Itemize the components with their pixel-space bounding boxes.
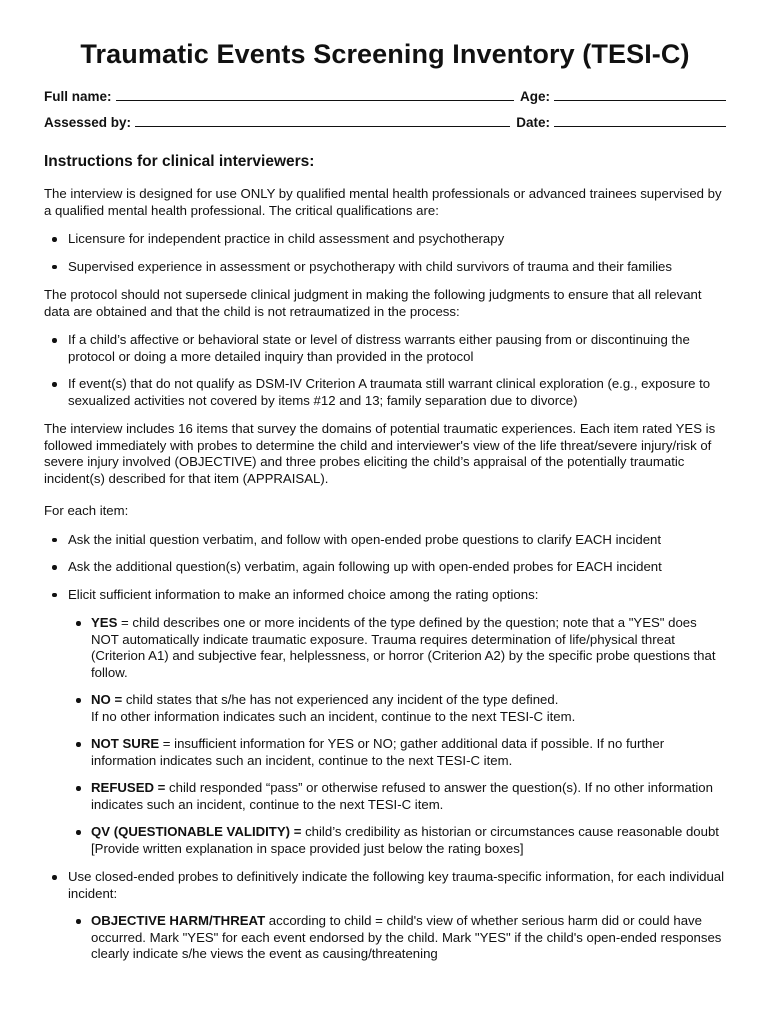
rating-not-sure bbox=[44, 736, 726, 769]
rating-qv bbox=[44, 824, 726, 857]
objective-text: according to child = child's view of whether serious harm did or could have occurred. Mark "YES" for each event endorsed by the child. Mark "YES" if the child's open-ended responses clearly indicate s/he views the event as causing/threatening bbox=[91, 913, 722, 961]
list-item: Use closed-ended probes to definitively indicate the following key trauma-specific information, for each individual incident: bbox=[44, 869, 726, 902]
paragraph-for-each: For each item: bbox=[44, 503, 129, 518]
age-label: Age: bbox=[520, 89, 550, 104]
paragraph-protocol: The protocol should not supersede clinical judgment in making the following judgments to ensure that all relevant data are obtained and that the child is not retraumatized in the process: bbox=[44, 287, 702, 319]
instructions-heading: Instructions for clinical interviewers: bbox=[44, 153, 315, 170]
rating-yes bbox=[44, 615, 726, 681]
judgments-list bbox=[44, 332, 726, 409]
assessed-by-field[interactable] bbox=[135, 114, 510, 127]
rating-text: = child describes one or more incidents of the type defined by the question; note that a "YES" does NOT automatically indicate traumatic exposure. Trauma requires determination of life/physical threat (Criterion A1) and subjective fear, helplessness, or horror (Criterion A2) by the specific probe questions that follow. bbox=[91, 615, 716, 680]
rating-text: child responded “pass” or otherwise refused to answer the question(s). If no other information indicates such an incident, continue to the next TESI-C item. bbox=[91, 780, 713, 812]
rating-text: child’s credibility as historian or circumstances cause reasonable doubt [Provide written explanation in space provided just below the rating boxes] bbox=[91, 824, 719, 856]
full-name-label: Full name: bbox=[44, 89, 112, 104]
name-age-row bbox=[44, 88, 726, 104]
assessor-date-row bbox=[44, 114, 726, 130]
rating-term: YES bbox=[91, 615, 118, 630]
rating-no bbox=[44, 692, 726, 725]
assessed-by-label: Assessed by: bbox=[44, 115, 132, 130]
objective-list bbox=[44, 913, 726, 963]
rating-text: = insufficient information for YES or NO; gather additional data if possible. If no further information indicates such an incident, continue to the next TESI-C item. bbox=[91, 736, 665, 768]
objective-term: OBJECTIVE HARM/THREAT bbox=[91, 913, 266, 928]
rating-refused bbox=[44, 780, 726, 813]
for-each-list bbox=[44, 532, 726, 604]
full-name-field[interactable] bbox=[116, 88, 514, 101]
list-item: Licensure for independent practice in child assessment and psychotherapy bbox=[44, 231, 726, 248]
page-title: Traumatic Events Screening Inventory (TESI-C) bbox=[80, 39, 690, 69]
rating-text: child states that s/he has not experienced any incident of the type defined. bbox=[122, 692, 559, 707]
list-item: Ask the additional question(s) verbatim, again following up with open-ended probes for EACH incident bbox=[44, 559, 726, 576]
list-item: Ask the initial question verbatim, and follow with open-ended probe questions to clarify EACH incident bbox=[44, 532, 726, 549]
date-label: Date: bbox=[516, 115, 550, 130]
paragraph-intro: The interview is designed for use ONLY by qualified mental health professionals or advanced trainees supervised by a qualified mental health professional. The critical qualifications are: bbox=[44, 186, 722, 218]
objective-harm-item bbox=[44, 913, 726, 963]
rating-term: REFUSED = bbox=[91, 780, 166, 795]
rating-options-list bbox=[44, 615, 726, 857]
rating-text-continued: If no other information indicates such an incident, continue to the next TESI-C item. bbox=[91, 708, 576, 724]
list-item: Supervised experience in assessment or psychotherapy with child survivors of trauma and their families bbox=[44, 259, 726, 276]
age-field[interactable] bbox=[554, 88, 726, 101]
list-item: Elicit sufficient information to make an informed choice among the rating options: bbox=[44, 587, 726, 604]
list-item: If a child’s affective or behavioral state or level of distress warrants either pausing from or discontinuing the protocol or doing a more detailed inquiry than provided in the protocol bbox=[44, 332, 726, 365]
rating-term: QV (QUESTIONABLE VALIDITY) = bbox=[91, 824, 302, 839]
qualifications-list bbox=[44, 231, 726, 275]
list-item: If event(s) that do not qualify as DSM-IV Criterion A traumata still warrant clinical exploration (e.g., exposure to sexualized activities not covered by items #12 and 13; family separation due to divorce) bbox=[44, 376, 726, 409]
closed-probes-list bbox=[44, 869, 726, 902]
rating-term: NOT SURE bbox=[91, 736, 160, 751]
paragraph-items: The interview includes 16 items that survey the domains of potential traumatic experiences. Each item rated YES is followed immediately with probes to determine the child and interviewer's view of the life threat/severe injury/risk of severe injury involved (OBJECTIVE) and three probes eliciting the child’s appraisal of the potentially traumatic incident(s) described for that item (APPRAISAL). bbox=[44, 421, 716, 486]
date-field[interactable] bbox=[554, 114, 726, 127]
rating-term: NO = bbox=[91, 692, 123, 707]
